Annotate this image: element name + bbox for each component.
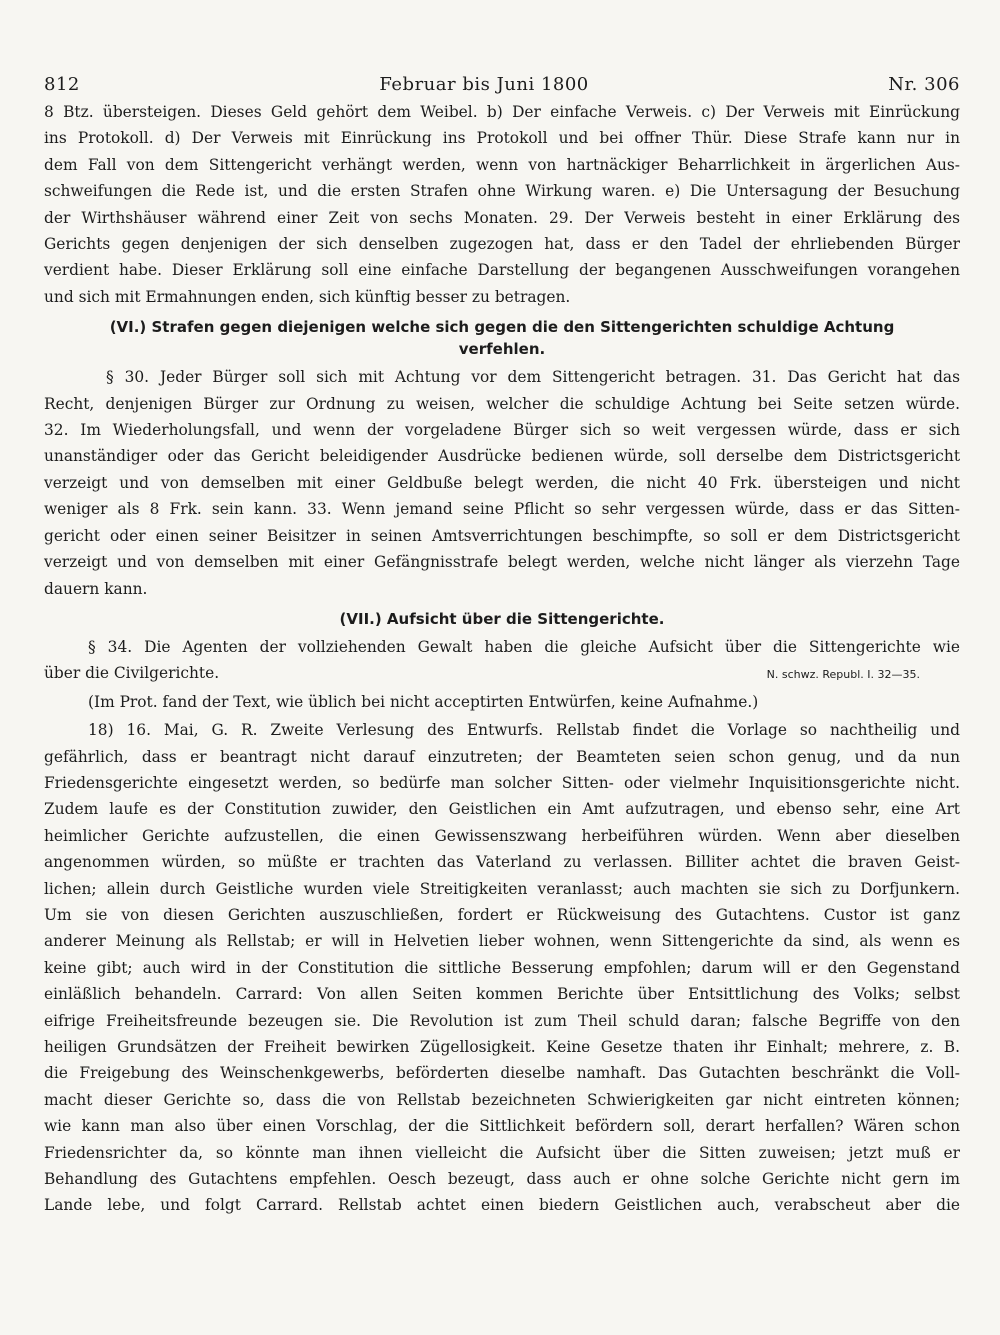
paragraph-section-30	[44, 364, 960, 602]
page-number: 812	[44, 74, 80, 95]
text-line: Recht, denjenigen Bürger zur Ordnung zu weisen, welcher die schuldige Achtung bei Seite setzen würde.	[44, 394, 960, 413]
text-line: § 34. Die Agenten der vollziehenden Gewalt haben die gleiche Aufsicht über die Sittengerichte wie	[88, 637, 960, 656]
text-line: § 30. Jeder Bürger soll sich mit Achtung vor dem Sittengericht betragen. 31. Das Gericht hat das	[106, 368, 960, 387]
paragraph-penalties	[44, 99, 960, 310]
text-line: Friedensgerichte eingesetzt werden, so bedürfe man solcher Sitten- oder vielmehr Inquisitionsgerichte nicht.	[44, 773, 960, 792]
running-header	[44, 74, 960, 95]
text-line: lichen; allein durch Geistliche wurden viele Streitigkeiten veranlasst; auch machten sie sich zu Dorfjunkern.	[44, 879, 960, 898]
text-line: Lande lebe, und folgt Carrard. Rellstab achtet einen biedern Geistlichen auch, verabscheut aber die	[44, 1196, 960, 1215]
text-line: wie kann man also über einen Vorschlag, der die Sittlichkeit befördern soll, derart herfallen? Wären schon	[44, 1117, 960, 1136]
source-reference: N. schwz. Republ. I. 32—35.	[766, 668, 920, 682]
text-line: angenommen würden, so müßte er trachten das Vaterland zu verlassen. Billiter achtet die braven Geist-	[44, 853, 960, 872]
protocol-note: (Im Prot. fand der Text, wie üblich bei nicht acceptirten Entwürfen, keine Aufnahme.)	[88, 692, 759, 711]
paragraph-section-34	[44, 634, 960, 715]
text-line: anderer Meinung als Rellstab; er will in Helvetien lieber wohnen, wenn Sittengerichte da sind, als wenn es	[44, 932, 960, 951]
text-line: gericht oder einen seiner Beisitzer in seinen Amtsverrichtungen beschimpfte, so soll er dem Districtsgericht	[44, 526, 960, 545]
text-line: und sich mit Ermahnungen enden, sich künftig besser zu betragen.	[44, 287, 571, 306]
text-line: Zudem laufe es der Constitution zuwider, den Geistlichen ein Amt aufzutragen, und ebenso sehr, eine Art	[44, 800, 960, 819]
text-line-content: über die Civilgerichte.	[44, 664, 220, 683]
paragraph-debate	[44, 717, 960, 1219]
text-line: weniger als 8 Frk. sein kann. 33. Wenn jemand seine Pflicht so sehr vergessen würde, dass er das Sitten-	[44, 500, 960, 519]
text-line: heimlicher Gerichte aufzustellen, die einen Gewissenszwang herbeiführen würden. Wenn aber dieselben	[44, 826, 960, 845]
text-line: macht dieser Gerichte so, dass die von Rellstab bezeichneten Schwierigkeiten gar nicht eintreten können;	[44, 1090, 960, 1109]
text-line: Behandlung des Gutachtens empfehlen. Oesch bezeugt, dass auch er ohne solche Gerichte nicht gern im	[44, 1170, 960, 1189]
text-line: einläßlich behandeln. Carrard: Von allen Seiten kommen Berichte über Entsittlichung des Volks; selbst	[44, 985, 960, 1004]
heading-line: (VI.) Strafen gegen diejenigen welche sich gegen die den Sittengerichten schuldige Achtung	[109, 318, 895, 337]
text-line: 32. Im Wiederholungsfall, und wenn der vorgeladene Bürger sich so weit vergessen würde, dass er sich	[44, 421, 960, 440]
text-line	[44, 660, 960, 688]
text-line: unanständiger oder das Gericht beleidigender Ausdrücke bedienen würde, soll derselbe dem Districtsgericht	[44, 447, 960, 466]
section-heading-vi	[44, 316, 960, 360]
text-line: 18) 16. Mai, G. R. Zweite Verlesung des Entwurfs. Rellstab findet die Vorlage so nachtheilig und	[88, 721, 960, 740]
text-line: keine gibt; auch wird in der Constitution die sittliche Besserung empfohlen; darum will er den Gegenstand	[44, 958, 960, 977]
text-line: verzeigt und von demselben mit einer Geldbuße belegt werden, die nicht 40 Frk. übersteigen und nicht	[44, 473, 960, 492]
text-line: ins Protokoll. d) Der Verweis mit Einrückung ins Protokoll und bei offner Thür. Diese Strafe kann nur in	[44, 129, 960, 148]
document-number: Nr. 306	[888, 74, 960, 95]
text-line: Gerichts gegen denjenigen der sich denselben zugezogen hat, dass er den Tadel der ehrliebenden Bürger	[44, 235, 960, 254]
header-title: Februar bis Juni 1800	[379, 74, 589, 95]
text-line: Um sie von diesen Gerichten auszuschließen, fordert er Rückweisung des Gutachtens. Custor ist ganz	[44, 905, 960, 924]
text-line: schweifungen die Rede ist, und die ersten Strafen ohne Wirkung waren. e) Die Untersagung der Besuchung	[44, 182, 960, 201]
heading-line: verfehlen.	[458, 340, 546, 359]
text-line: 8 Btz. übersteigen. Dieses Geld gehört dem Weibel. b) Der einfache Verweis. c) Der Verweis mit Einrückung	[44, 103, 960, 121]
text-line: der Wirthshäuser während einer Zeit von sechs Monaten. 29. Der Verweis besteht in einer Erklärung des	[44, 208, 960, 227]
text-line: verzeigt und von demselben mit einer Gefängnisstrafe belegt werden, welche nicht länger als vierzehn Tage	[44, 553, 960, 572]
section-heading-vii: (VII.) Aufsicht über die Sittengerichte.	[339, 609, 665, 628]
text-line: dem Fall von dem Sittengericht verhängt werden, wenn von hartnäckiger Beharrlichkeit in ärgerlichen Aus-	[44, 155, 960, 174]
text-line: gefährlich, dass er beantragt nicht darauf einzutreten; der Beamteten seien schon genug, und da nun	[44, 747, 960, 766]
text-line: dauern kann.	[44, 579, 148, 598]
text-line: heiligen Grundsätzen der Freiheit bewirken Zügellosigkeit. Keine Gesetze thaten ihr Einhalt; mehrere, z. B.	[44, 1038, 960, 1056]
text-line: die Freigebung des Weinschenkgewerbs, beförderten dieselbe namhaft. Das Gutachten beschränkt die Voll-	[44, 1064, 960, 1083]
text-line: eifrige Freiheitsfreunde bezeugen sie. Die Revolution ist zum Theil schuld daran; falsche Begriffe von den	[44, 1011, 960, 1030]
text-line: Friedensrichter da, so könnte man ihnen vielleicht die Aufsicht über die Sitten zuweisen; jetzt muß er	[44, 1143, 960, 1162]
text-line: verdient habe. Dieser Erklärung soll eine einfache Darstellung der begangenen Ausschweifungen vorangehen	[44, 261, 960, 280]
